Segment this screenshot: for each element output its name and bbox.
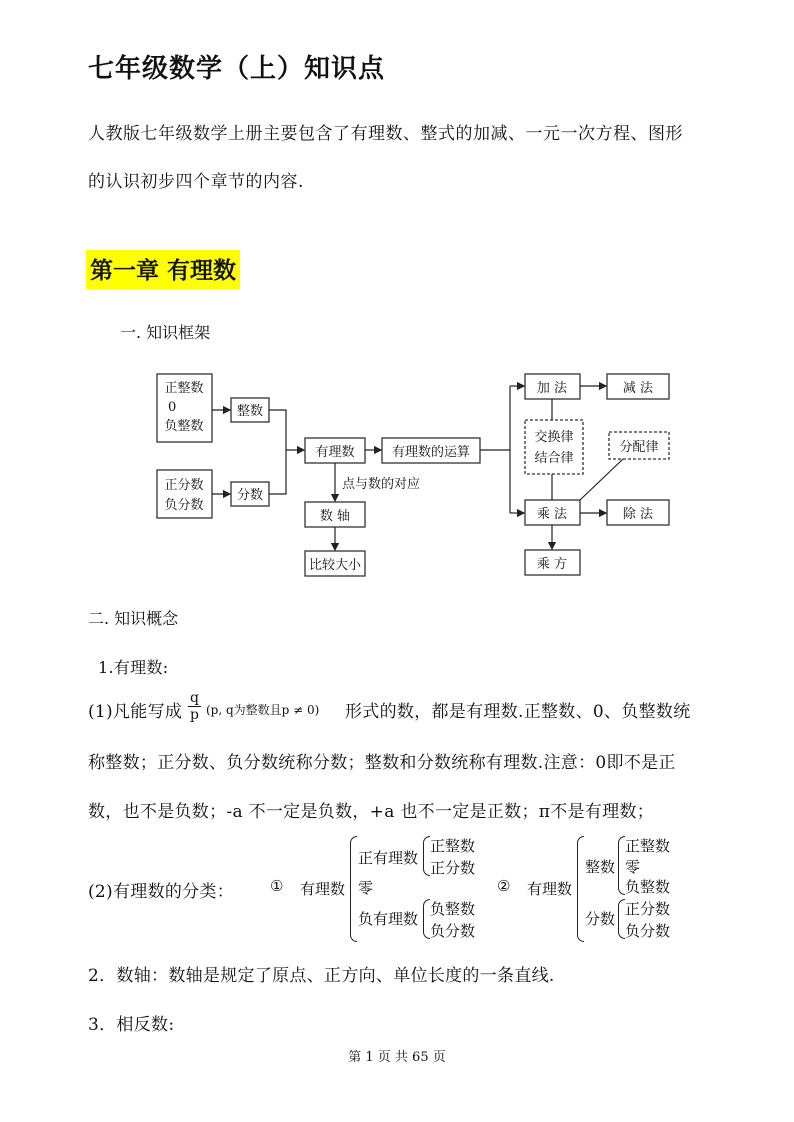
text-integer: 整数 [236, 404, 264, 419]
text-pos-frac: 正分数 [164, 478, 204, 493]
class1-positive: 正有理数 [358, 849, 419, 867]
class2-neg-frac: 负分数 [625, 922, 671, 940]
text-add: 加 法 [536, 381, 568, 396]
class1-neg-int: 负整数 [430, 900, 476, 918]
item1-heading: 1.有理数: [98, 658, 169, 677]
class1-pos-frac: 正分数 [430, 859, 476, 877]
class2-outer-brace [577, 836, 584, 942]
item1-p1-prefix: (1)凡能写成 [88, 702, 183, 722]
class1-marker: ① [270, 877, 284, 895]
class2-pos-int: 正整数 [625, 837, 671, 855]
class2-pos-frac: 正分数 [625, 900, 671, 918]
item3-opposite-number: 3．相反数: [88, 1015, 175, 1035]
class1-outer-brace [350, 836, 357, 942]
text-point-relation: 点与数的对应 [342, 477, 421, 492]
class1-root: 有理数 [300, 880, 346, 898]
item1-p1-condition: (p, q为整数且p ≠ 0) [206, 703, 320, 717]
text-commutative: 交换律 [534, 430, 574, 445]
text-neg-int: 负整数 [164, 419, 204, 434]
class2-neg-int: 负整数 [625, 878, 671, 896]
class2-marker: ② [497, 877, 511, 895]
class2-integer: 整数 [585, 858, 616, 876]
text-distributive: 分配律 [619, 440, 659, 455]
class1-pos-brace [423, 836, 430, 876]
text-neg-frac: 负分数 [164, 498, 204, 513]
text-power: 乘 方 [536, 557, 568, 572]
class2-frac-brace [618, 899, 625, 939]
intro-line-1: 人教版七年级数学上册主要包含了有理数、整式的加减、一元一次方程、图形 [88, 124, 683, 144]
class2-fraction: 分数 [585, 910, 616, 928]
intro-line-2: 的认识初步四个章节的内容. [88, 172, 304, 192]
text-divide: 除 法 [622, 507, 654, 522]
text-subtract: 减 法 [622, 381, 654, 396]
section-knowledge-concepts: 二. 知识概念 [88, 609, 179, 628]
class1-negative: 负有理数 [358, 910, 419, 928]
item1-p2-label: (2)有理数的分类： [88, 882, 235, 902]
item1-p1-line3: 数，也不是负数；-a 不一定是负数，+a 也不一定是正数；π不是有理数； [88, 802, 655, 822]
text-multiply: 乘 法 [536, 507, 568, 522]
class2-zero: 零 [625, 858, 641, 876]
chapter-heading: 第一章 有理数 [86, 250, 240, 289]
text-rational: 有理数 [315, 445, 355, 460]
text-compare: 比较大小 [308, 558, 362, 573]
class1-pos-int: 正整数 [430, 837, 476, 855]
page-footer: 第 1 页 共 65 页 [348, 1050, 446, 1065]
class2-int-brace [618, 836, 625, 895]
section-knowledge-framework: 一. 知识框架 [120, 323, 211, 342]
text-zero: 0 [168, 400, 177, 415]
class2-root: 有理数 [527, 880, 573, 898]
fraction-numerator: q [190, 690, 199, 706]
knowledge-framework-diagram [148, 350, 688, 590]
text-pos-int: 正整数 [164, 381, 204, 396]
fraction-q-over-p [188, 690, 201, 723]
item1-p1-line2: 称整数；正分数、负分数统称分数；整数和分数统称有理数.注意：0即不是正 [88, 753, 676, 773]
text-operations: 有理数的运算 [391, 445, 471, 460]
text-number-line: 数 轴 [319, 509, 351, 524]
class1-zero: 零 [358, 879, 374, 897]
text-associative: 结合律 [534, 451, 574, 466]
item1-p1-suffix: 形式的数，都是有理数.正整数、0、负整数统 [345, 702, 691, 722]
page-title: 七年级数学（上）知识点 [88, 54, 386, 84]
class1-neg-frac: 负分数 [430, 922, 476, 940]
class1-neg-brace [423, 899, 430, 939]
text-fraction: 分数 [236, 488, 264, 503]
item2-number-line: 2．数轴：数轴是规定了原点、正方向、单位长度的一条直线. [88, 966, 555, 986]
fraction-denominator: p [190, 707, 199, 723]
